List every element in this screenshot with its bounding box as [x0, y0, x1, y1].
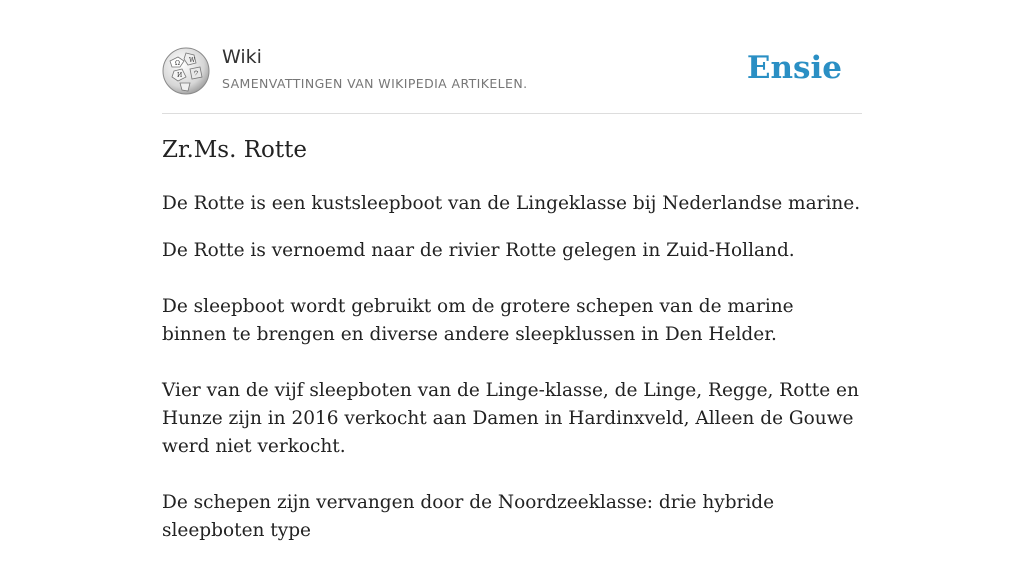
site-subtitle: SAMENVATTINGEN VAN WIKIPEDIA ARTIKELEN. — [222, 76, 528, 91]
svg-text:ウ: ウ — [193, 70, 200, 77]
article-body — [162, 237, 862, 573]
ensie-logo-link[interactable]: Ensie — [746, 50, 842, 86]
svg-text:И: И — [177, 72, 183, 79]
site-title[interactable]: Wiki — [222, 46, 262, 68]
svg-text:Ω: Ω — [175, 60, 180, 67]
page-container — [162, 0, 862, 541]
article-paragraph: Vier van de vijf sleepboten van de Linge-klasse, de Linge, Regge, Rotte en Hunze zijn in 2016 verkocht aan Damen in Hardinxveld, Alleen de Gouwe werd niet verkocht. — [162, 380, 859, 457]
site-header — [162, 0, 862, 114]
article-lead: De Rotte is een kustsleepboot van de Lingeklasse bij Nederlandse marine. — [162, 193, 861, 214]
page-title: Zr.Ms. Rotte — [162, 137, 307, 163]
svg-text:W: W — [189, 57, 196, 64]
wikipedia-globe-icon[interactable] — [162, 47, 210, 95]
article-paragraph: De Rotte is vernoemd naar de rivier Rotte gelegen in Zuid-Holland. — [162, 240, 795, 261]
article-paragraph: De schepen zijn vervangen door de Noordzeeklasse: drie hybride sleepboten type — [162, 492, 775, 541]
article-paragraph: De sleepboot wordt gebruikt om de grotere schepen van de marine binnen te brengen en diverse andere sleepklussen in Den Helder. — [162, 296, 794, 345]
